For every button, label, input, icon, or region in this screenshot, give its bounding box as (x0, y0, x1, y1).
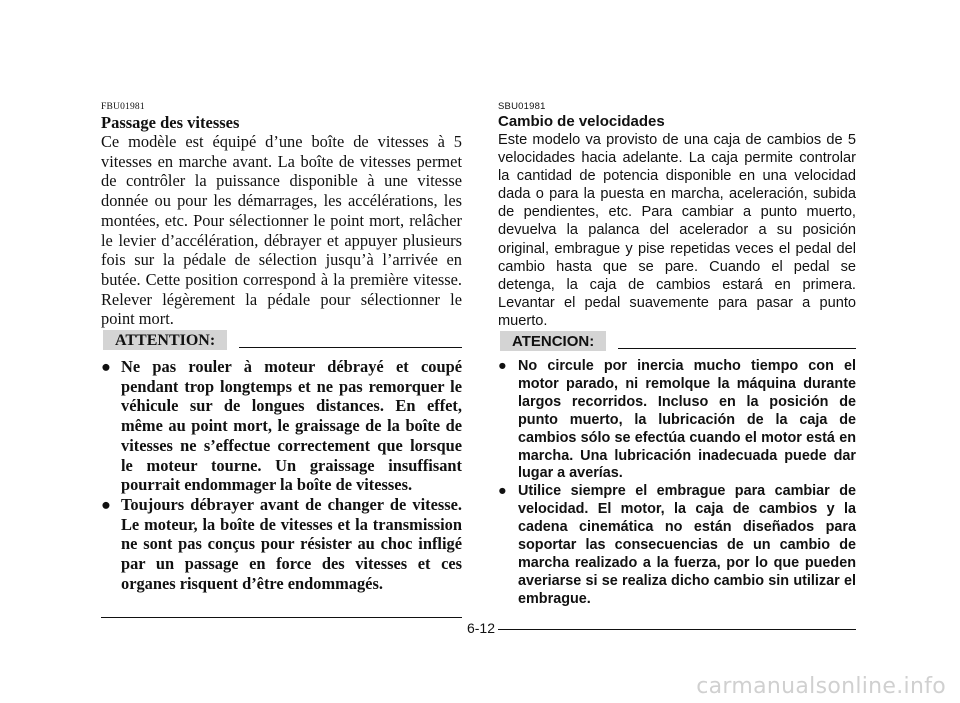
french-column (101, 101, 462, 593)
attention-label: ATENCION: (500, 331, 606, 351)
french-bottom-rule (101, 617, 462, 618)
attention-item-text: Utilice siempre el embrague para cambiar de velocidad. El motor, la caja de cambios y la cadena cinemática no están diseñados para soportar las consecuencias de un cambio de marcha realizado a la fuerza, por lo que pueden averiarse si se realiza dicho cambio sin utilizar el embrague. (518, 483, 856, 607)
attention-item (498, 358, 856, 483)
attention-item-text: Toujours débrayer avant de changer de vitesse. Le moteur, la boîte de vitesses et la transmission ne sont pas conçus pour résister au choc infligé par un passage en force des vitesses et ces organes risquent d’être endommagés. (121, 494, 462, 593)
attention-rule (618, 348, 856, 349)
watermark: carmanualsonline.info (696, 674, 946, 699)
attention-rule (239, 347, 462, 348)
section-code: SBU01981 (498, 101, 546, 112)
attention-list (498, 358, 856, 609)
bullet-icon: ● (498, 358, 507, 375)
bullet-icon: ● (101, 494, 111, 514)
attention-header (101, 330, 462, 350)
spanish-column (498, 101, 856, 609)
attention-item-text: Ne pas rouler à moteur débrayé et coupé pendant trop longtemps et ne pas remorquer le véhicule sur de longues distances. En effet, même au point mort, le graissage de la boîte de vitesses ne s’effectue correctement que lorsque le moteur tourne. Un graissage insuffisant pourrait endommager la boîte de vitesses. (121, 357, 462, 495)
attention-header (498, 331, 856, 351)
section-title: Cambio de velocidades (498, 113, 665, 130)
attention-item (498, 483, 856, 608)
attention-list (101, 357, 462, 593)
attention-item (101, 495, 462, 594)
bullet-icon: ● (101, 357, 111, 377)
section-code: FBU01981 (101, 102, 145, 112)
bullet-icon: ● (498, 483, 507, 500)
attention-item-text: No circule por inercia mucho tiempo con el motor parado, ni remolque la máquina durante largos recorridos. Incluso en la posición de punto muerto, la lubricación de la caja de cambios sólo se efectúa cuando el motor está en marcha. Una lubricación inadecuada puede dar lugar a averías. (518, 358, 856, 482)
section-title: Passage des vitesses (101, 113, 240, 132)
attention-label: ATTENTION: (103, 330, 227, 350)
attention-item (101, 357, 462, 495)
page-number: 6-12 (466, 620, 496, 636)
section-body: Este modelo va provisto de una caja de cambios de 5 velocidades hacia adelante. La caja permite controlar la cantidad de potencia disponible en una velocidad dada o para la puesta en marcha, aceleración, subida de pendientes, etc. Para cambiar a punto muerto, devuelva la palanca del acelerador a su posición original, embrague y pise repetidas veces el pedal del cambio hasta que se pare. Cuando el pedal se detenga, la caja de cambios estará en primera. Levantar el pedal suavemente para pasar a punto muerto. (498, 132, 856, 329)
section-body: Ce modèle est équipé d’une boîte de vitesses à 5 vitesses en marche avant. La boîte de vitesses permet de contrôler la puissance disponible à une vitesse donnée ou pour les démarrages, les accélérations, les montées, etc. Pour sélectionner le point mort, relâcher le levier d’accélération, débrayer et appuyer plusieurs fois sur la pédale de sélection jusqu’à l’arrivée en butée. Cette position correspond à la première vitesse. Relever légèrement la pédale pour sélectionner le point mort. (101, 132, 462, 329)
spanish-bottom-rule (498, 629, 856, 630)
